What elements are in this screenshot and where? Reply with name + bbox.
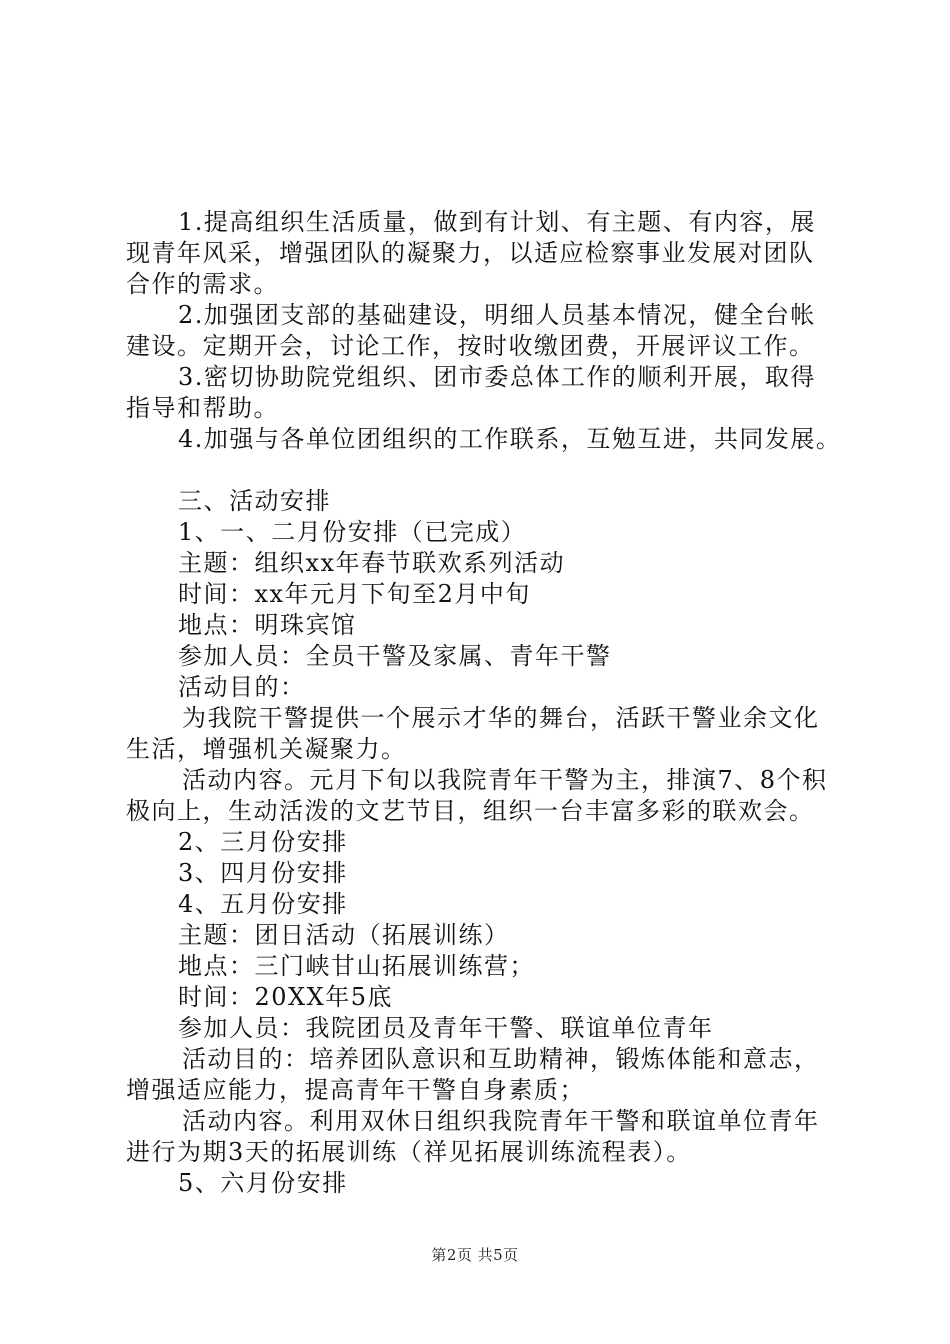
document-body [126,207,842,1199]
text-line: 地点：三门峡甘山拓展训练营； [178,952,535,980]
text-line: 现青年风采，增强团队的凝聚力，以适应检察事业发展对团队 [126,239,815,267]
text-line: 地点：明珠宾馆 [178,611,357,639]
text-line: 活动内容。利用双休日组织我院青年干警和联谊单位青年 [182,1107,820,1135]
text-line: 3、四月份安排 [178,859,348,887]
text-line: 三、活动安排 [178,487,331,515]
text-line: 活动内容。元月下旬以我院青年干警为主，排演7、8个积 [182,766,828,794]
text-line: 进行为期3天的拓展训练（祥见拓展训练流程表）。 [126,1138,692,1166]
text-line: 指导和帮助。 [126,394,279,422]
text-line: 活动目的： [178,673,306,701]
text-line: 极向上，生动活泼的文艺节目，组织一台丰富多彩的联欢会。 [126,797,815,825]
text-line: 参加人员：我院团员及青年干警、联谊单位青年 [178,1014,714,1042]
text-line: 主题：组织xx年春节联欢系列活动 [178,549,566,577]
text-line: 建设。定期开会，讨论工作，按时收缴团费，开展评议工作。 [126,332,815,360]
text-line: 1、一、二月份安排（已完成） [178,518,527,546]
text-line: 4.加强与各单位团组织的工作联系，互勉互进，共同发展。 [178,425,842,453]
text-line: 1.提高组织生活质量，做到有计划、有主题、有内容，展 [178,208,816,236]
text-line: 生活，增强机关凝聚力。 [126,735,407,763]
text-line: 合作的需求。 [126,270,279,298]
text-line: 为我院干警提供一个展示才华的舞台，活跃干警业余文化 [182,704,820,732]
text-line: 5、六月份安排 [178,1169,348,1197]
text-line: 时间：20XX年5底 [178,983,393,1011]
text-line: 主题：团日活动（拓展训练） [178,921,510,949]
page-footer: 第2页 共5页 [431,1246,519,1264]
text-line: 2、三月份安排 [178,828,348,856]
text-line: 增强适应能力，提高青年干警自身素质； [126,1076,585,1104]
text-line: 4、五月份安排 [178,890,348,918]
text-line: 参加人员：全员干警及家属、青年干警 [178,642,612,670]
text-line: 时间：xx年元月下旬至2月中旬 [178,580,531,608]
text-line: 2.加强团支部的基础建设，明细人员基本情况，健全台帐 [178,301,816,329]
text-line: 3.密切协助院党组织、团市委总体工作的顺利开展，取得 [178,363,816,391]
blank-line [126,455,838,486]
text-line: 活动目的：培养团队意识和互助精神，锻炼体能和意志， [182,1045,820,1073]
